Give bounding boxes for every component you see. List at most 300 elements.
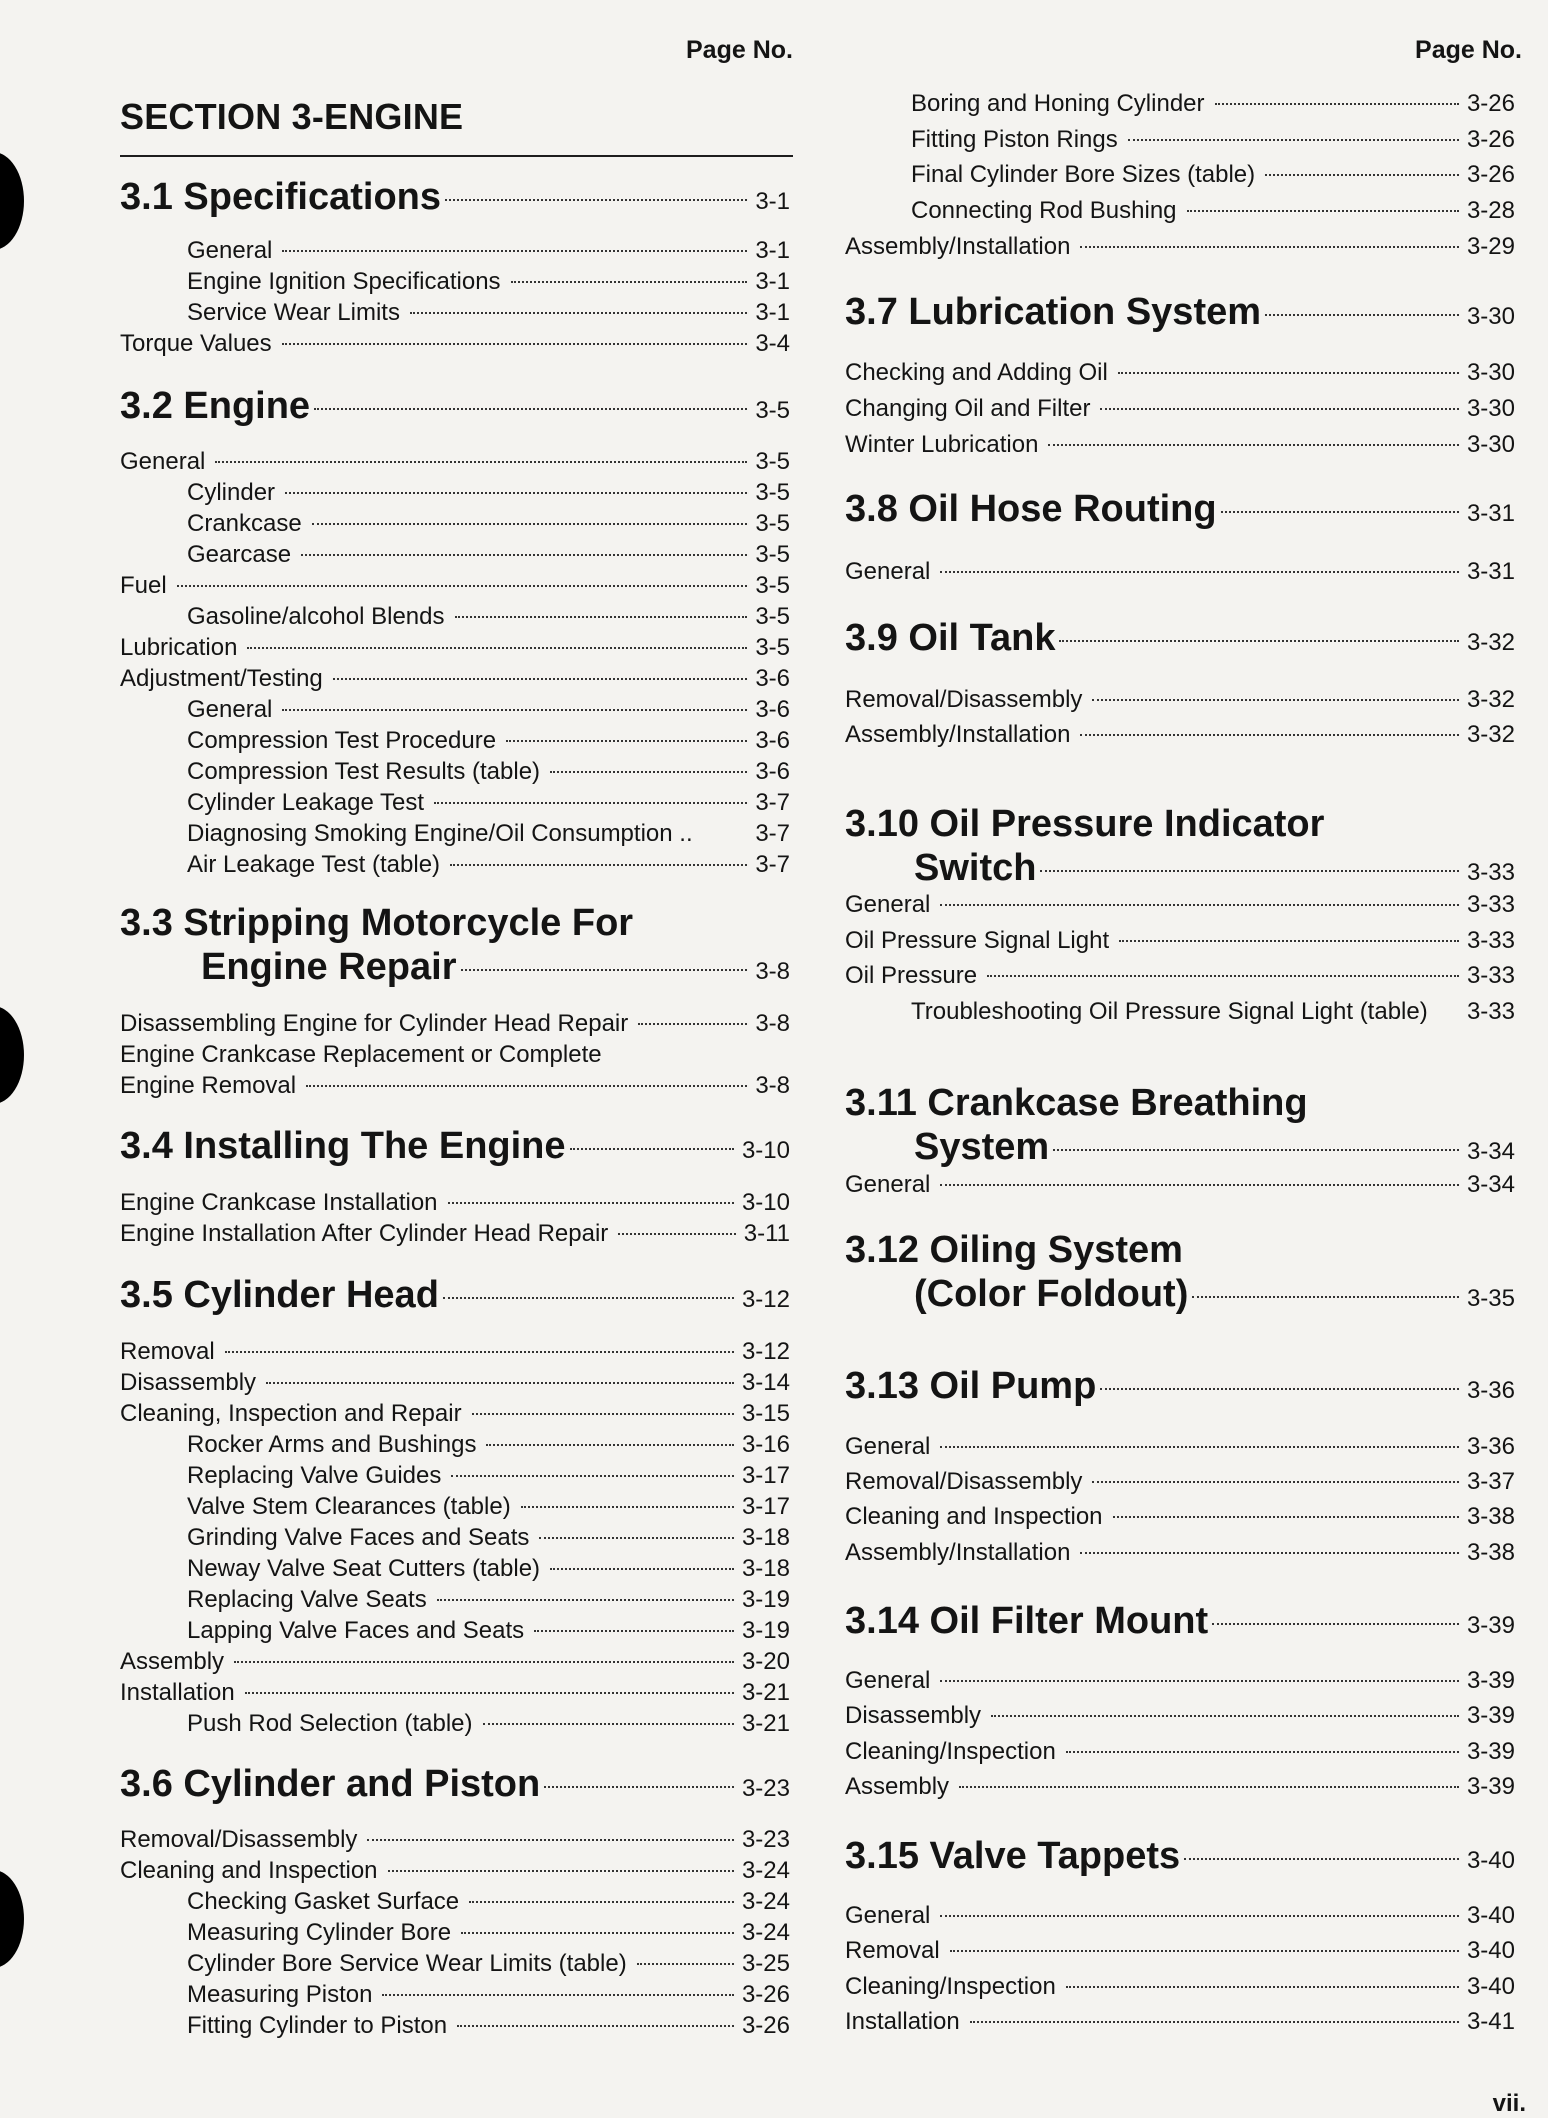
entry-text: Winter Lubrication — [845, 431, 1039, 458]
dot-leader — [940, 1680, 1459, 1682]
dot-leader — [1113, 1516, 1459, 1518]
entry-text: Replacing Valve Seats — [187, 1586, 427, 1613]
dot-leader — [448, 1202, 734, 1204]
entry-text: Engine Ignition Specifications — [187, 268, 501, 295]
entry-page: 3-4 — [755, 330, 790, 357]
entry-page: 3-5 — [755, 448, 790, 475]
toc-entry[interactable] — [845, 961, 1515, 991]
heading-page: 3-33 — [1466, 859, 1515, 886]
entry-page: 3-23 — [741, 1826, 790, 1853]
toc-entry[interactable] — [845, 394, 1515, 424]
toc-subentry[interactable] — [187, 2011, 790, 2041]
dot-leader — [215, 461, 747, 463]
dot-leader — [638, 1023, 747, 1025]
entry-text: Engine Removal — [120, 1072, 297, 1099]
toc-entry[interactable] — [845, 430, 1515, 460]
entry-text: Cylinder — [187, 479, 276, 506]
entry-page: 3-32 — [1466, 721, 1515, 748]
entry-text: General — [187, 696, 273, 723]
entry-text: General — [845, 1902, 931, 1929]
entry-text: General — [845, 891, 931, 918]
entry-text: Disassembly — [845, 1702, 982, 1729]
dot-leader — [333, 678, 748, 680]
entry-text: Cleaning/Inspection — [845, 1973, 1056, 2000]
binder-hole-top — [0, 152, 24, 250]
entry-text: Assembly — [845, 1773, 950, 1800]
toc-entry[interactable] — [120, 1188, 790, 1218]
entry-text: Fuel — [120, 572, 167, 599]
toc-subentry[interactable] — [187, 788, 790, 818]
toc-heading — [201, 945, 790, 989]
toc-subentry[interactable] — [187, 1523, 790, 1553]
entry-page: 3-20 — [741, 1648, 790, 1675]
entry-text: Changing Oil and Filter — [845, 395, 1091, 422]
toc-entry[interactable] — [120, 1678, 790, 1708]
entry-text: Assembly/Installation — [845, 233, 1071, 260]
entry-text: Neway Valve Seat Cutters (table) — [187, 1555, 541, 1582]
entry-page: 3-26 — [1466, 126, 1515, 153]
entry-page: 3-26 — [1466, 90, 1515, 117]
entry-page: 3-6 — [755, 758, 790, 785]
entry-page: 3-12 — [741, 1338, 790, 1365]
toc-entry[interactable] — [845, 1170, 1515, 1200]
toc-subentry[interactable] — [187, 1492, 790, 1522]
dot-leader — [245, 1692, 734, 1694]
dot-leader — [1187, 210, 1459, 212]
dot-leader — [637, 1963, 734, 1965]
toc-subentry[interactable] — [187, 540, 790, 570]
toc-entry[interactable] — [120, 633, 790, 663]
toc-entry[interactable] — [120, 1647, 790, 1677]
entry-page: 3-41 — [1466, 2008, 1515, 2035]
heading-text: 3.8 Oil Hose Routing — [845, 488, 1217, 530]
dot-leader — [521, 1506, 734, 1508]
dot-leader — [940, 1446, 1459, 1448]
dot-leader — [618, 1233, 735, 1235]
heading-page: 3-31 — [1466, 500, 1515, 527]
toc-subentry[interactable] — [187, 1887, 790, 1917]
toc-entry[interactable] — [120, 571, 790, 601]
binder-hole-bottom — [0, 1870, 24, 1968]
toc-heading-line1: 3.10 Oil Pressure Indicator — [845, 803, 1325, 845]
page-no-header-right: Page No. — [1415, 36, 1522, 64]
toc-entry[interactable] — [120, 1009, 790, 1039]
dot-leader — [177, 585, 748, 587]
heading-text: (Color Foldout) — [914, 1273, 1189, 1315]
toc-entry[interactable] — [120, 1337, 790, 1367]
binder-hole-middle — [0, 1006, 24, 1104]
entry-page: 3-17 — [741, 1462, 790, 1489]
entry-page: 3-28 — [1466, 197, 1515, 224]
toc-entry[interactable] — [845, 1467, 1515, 1497]
entry-page: 3-40 — [1466, 1973, 1515, 2000]
dot-leader — [534, 1630, 734, 1632]
heading-page: 3-40 — [1466, 1847, 1515, 1874]
dot-leader — [550, 771, 747, 773]
toc-right-column — [845, 0, 1515, 2113]
toc-subentry[interactable] — [187, 298, 790, 328]
entry-page: 3-18 — [741, 1555, 790, 1582]
entry-text: Cleaning and Inspection — [120, 1857, 378, 1884]
entry-text: Compression Test Procedure — [187, 727, 497, 754]
entry-page: 3-7 — [755, 851, 790, 878]
entry-text: Installation — [845, 2008, 960, 2035]
toc-subentry[interactable] — [187, 1554, 790, 1584]
entry-page: 3-5 — [755, 479, 790, 506]
dot-leader — [282, 250, 747, 252]
entry-page: 3-34 — [1466, 1171, 1515, 1198]
entry-page: 3-5 — [755, 603, 790, 630]
toc-entry[interactable] — [845, 720, 1515, 750]
dot-leader — [266, 1382, 734, 1384]
toc-entry[interactable] — [845, 1432, 1515, 1462]
dot-leader — [1184, 1858, 1459, 1860]
entry-page: 3-25 — [741, 1950, 790, 1977]
toc-entry[interactable] — [845, 1936, 1515, 1966]
dot-leader — [570, 1148, 734, 1150]
dot-leader — [451, 1475, 734, 1477]
heading-text: System — [914, 1126, 1050, 1168]
heading-text: Switch — [914, 847, 1037, 889]
dot-leader — [285, 492, 747, 494]
toc-entry[interactable] — [845, 358, 1515, 388]
entry-page: 3-37 — [1466, 1468, 1515, 1495]
toc-left-column — [120, 0, 790, 2113]
toc-heading — [914, 1272, 1515, 1316]
toc-subentry[interactable] — [187, 267, 790, 297]
dot-leader — [434, 802, 747, 804]
entry-text: Assembly — [120, 1648, 225, 1675]
heading-page: 3-5 — [755, 397, 790, 424]
entry-page: 3-6 — [755, 665, 790, 692]
toc-subentry[interactable] — [187, 236, 790, 266]
toc-entry[interactable] — [845, 926, 1515, 956]
toc-entry[interactable] — [845, 1538, 1515, 1568]
dot-leader — [450, 864, 747, 866]
toc-subentry[interactable] — [187, 1918, 790, 1948]
entry-page: 3-19 — [741, 1617, 790, 1644]
entry-page: 3-7 — [755, 789, 790, 816]
dot-leader — [950, 1950, 1459, 1952]
entry-page: 3-8 — [755, 1010, 790, 1037]
dot-leader — [539, 1537, 734, 1539]
toc-heading — [845, 290, 1515, 334]
dot-leader — [486, 1444, 733, 1446]
entry-page: 3-8 — [755, 1072, 790, 1099]
toc-heading — [120, 384, 790, 428]
entry-page: 3-31 — [1466, 558, 1515, 585]
toc-entry[interactable] — [845, 2007, 1515, 2037]
entry-text: Engine Crankcase Replacement or Complete — [120, 1041, 602, 1068]
entry-text: Service Wear Limits — [187, 299, 400, 326]
toc-subentry[interactable] — [187, 850, 790, 880]
heading-page: 3-12 — [741, 1286, 790, 1313]
entry-page: 3-36 — [1466, 1433, 1515, 1460]
toc-subentry[interactable] — [911, 196, 1515, 226]
entry-page: 3-26 — [1466, 161, 1515, 188]
entry-text: Gasoline/alcohol Blends — [187, 603, 445, 630]
entry-page: 3-11 — [743, 1220, 790, 1247]
toc-entry[interactable] — [120, 1399, 790, 1429]
entry-text: Adjustment/Testing — [120, 665, 323, 692]
toc-subentry[interactable] — [187, 726, 790, 756]
heading-text: 3.2 Engine — [120, 385, 311, 427]
toc-entry[interactable] — [120, 1825, 790, 1855]
entry-page: 3-39 — [1466, 1702, 1515, 1729]
toc-entry[interactable] — [120, 329, 790, 359]
toc-heading — [120, 1762, 790, 1806]
entry-text: Crankcase — [187, 510, 302, 537]
entry-page: 3-24 — [741, 1888, 790, 1915]
heading-page: 3-30 — [1466, 303, 1515, 330]
toc-entry[interactable] — [120, 1071, 790, 1101]
dot-leader — [1100, 408, 1458, 410]
toc-subentry[interactable] — [911, 89, 1515, 119]
entry-text: Boring and Honing Cylinder — [911, 90, 1205, 117]
entry-text: Replacing Valve Guides — [187, 1462, 442, 1489]
entry-text: Push Rod Selection (table) — [187, 1710, 473, 1737]
dot-leader — [282, 343, 748, 345]
toc-subentry[interactable] — [187, 1461, 790, 1491]
dot-leader — [483, 1723, 734, 1725]
toc-entry[interactable] — [845, 1666, 1515, 1696]
dot-leader — [437, 1599, 734, 1601]
heading-text: 3.15 Valve Tappets — [845, 1835, 1181, 1877]
dot-leader — [940, 571, 1459, 573]
entry-text: Oil Pressure Signal Light — [845, 927, 1110, 954]
toc-entry[interactable] — [845, 1737, 1515, 1767]
dot-leader — [301, 554, 747, 556]
section-title: SECTION 3-ENGINE — [120, 96, 464, 137]
entry-page: 3-26 — [741, 1981, 790, 2008]
heading-text: 3.5 Cylinder Head — [120, 1274, 439, 1316]
dot-leader — [367, 1839, 734, 1841]
entry-page: 3-40 — [1466, 1902, 1515, 1929]
entry-text: Torque Values — [120, 330, 272, 357]
entry-text: Cylinder Bore Service Wear Limits (table) — [187, 1950, 627, 1977]
dot-leader — [457, 2025, 734, 2027]
dot-leader — [1040, 870, 1458, 872]
dot-leader — [544, 1786, 734, 1788]
entry-text: Final Cylinder Bore Sizes (table) — [911, 161, 1256, 188]
entry-text: Removal/Disassembly — [120, 1826, 358, 1853]
heading-page: 3-32 — [1466, 629, 1515, 656]
entry-text: Removal/Disassembly — [845, 686, 1083, 713]
entry-text: General — [845, 558, 931, 585]
page-no-header-left: Page No. — [686, 36, 793, 64]
toc-heading — [845, 1364, 1515, 1408]
entry-text: Engine Installation After Cylinder Head Repair — [120, 1220, 609, 1247]
entry-page: 3-21 — [741, 1679, 790, 1706]
toc-subentry[interactable] — [187, 602, 790, 632]
toc-entry[interactable] — [845, 1772, 1515, 1802]
entry-text: Connecting Rod Bushing — [911, 197, 1177, 224]
entry-text: Measuring Piston — [187, 1981, 373, 2008]
entry-page: 3-15 — [741, 1400, 790, 1427]
entry-text: Troubleshooting Oil Pressure Signal Light (table) — [911, 998, 1428, 1025]
toc-entry[interactable] — [845, 1972, 1515, 2002]
toc-subentry[interactable] — [187, 757, 790, 787]
entry-page: 3-16 — [741, 1431, 790, 1458]
toc-subentry[interactable] — [187, 509, 790, 539]
heading-page: 3-23 — [741, 1775, 790, 1802]
dot-leader — [1066, 1986, 1459, 1988]
dot-leader — [1092, 1481, 1459, 1483]
dot-leader — [970, 2021, 1459, 2023]
heading-page: 3-39 — [1466, 1612, 1515, 1639]
dot-leader — [443, 1297, 734, 1299]
entry-text: General — [845, 1171, 931, 1198]
toc-entry[interactable] — [845, 1502, 1515, 1532]
heading-text: 3.13 Oil Pump — [845, 1365, 1097, 1407]
entry-text: Removal/Disassembly — [845, 1468, 1083, 1495]
toc-entry[interactable] — [120, 1368, 790, 1398]
dot-leader — [940, 1184, 1459, 1186]
toc-subentry[interactable] — [911, 997, 1515, 1027]
dot-leader — [1100, 1388, 1459, 1390]
toc-entry[interactable] — [845, 232, 1515, 262]
toc-entry[interactable] — [120, 664, 790, 694]
entry-page: 3-14 — [741, 1369, 790, 1396]
toc-heading — [914, 1125, 1515, 1169]
heading-page: 3-10 — [741, 1137, 790, 1164]
toc-entry[interactable] — [120, 1856, 790, 1886]
toc-entry-text — [120, 1040, 602, 1070]
entry-page: 3-5 — [755, 572, 790, 599]
entry-page: 3-24 — [741, 1857, 790, 1884]
dot-leader — [511, 281, 748, 283]
toc-heading — [120, 1273, 790, 1317]
entry-page: 3-6 — [755, 727, 790, 754]
toc-subentry[interactable] — [187, 695, 790, 725]
entry-text: Rocker Arms and Bushings — [187, 1431, 477, 1458]
dot-leader — [1265, 314, 1459, 316]
toc-heading — [845, 1599, 1515, 1643]
dot-leader — [455, 616, 748, 618]
toc-subentry[interactable] — [187, 1430, 790, 1460]
toc-subentry[interactable] — [911, 125, 1515, 155]
entry-page: 3-6 — [755, 696, 790, 723]
dot-leader — [472, 1413, 734, 1415]
dot-leader — [1053, 1149, 1459, 1151]
toc-entry[interactable] — [120, 1219, 790, 1249]
entry-page: 3-18 — [741, 1524, 790, 1551]
dot-leader — [1080, 734, 1459, 736]
entry-text: Oil Pressure — [845, 962, 978, 989]
dot-leader — [1048, 444, 1459, 446]
heading-page: 3-35 — [1466, 1285, 1515, 1312]
toc-entry[interactable] — [845, 685, 1515, 715]
toc-heading-line1: 3.3 Stripping Motorcycle For — [120, 902, 634, 944]
entry-page: 3-7 — [755, 820, 790, 847]
toc-heading-line1: 3.11 Crankcase Breathing — [845, 1082, 1308, 1124]
entry-page: 3-5 — [755, 634, 790, 661]
toc-subentry[interactable] — [911, 160, 1515, 190]
dot-leader — [506, 740, 747, 742]
dot-leader — [1066, 1751, 1459, 1753]
dot-leader — [1265, 174, 1459, 176]
dot-leader — [1192, 1296, 1459, 1298]
heading-page: 3-34 — [1466, 1138, 1515, 1165]
entry-page: 3-5 — [755, 510, 790, 537]
entry-text: Fitting Cylinder to Piston — [187, 2012, 448, 2039]
toc-subentry[interactable] — [187, 1709, 790, 1739]
entry-page: 3-39 — [1466, 1738, 1515, 1765]
entry-text: Engine Crankcase Installation — [120, 1189, 438, 1216]
toc-subentry[interactable] — [187, 1980, 790, 2010]
entry-page: 3-33 — [1466, 962, 1515, 989]
dot-leader — [234, 1661, 734, 1663]
toc-entry[interactable] — [845, 1701, 1515, 1731]
toc-heading — [120, 1124, 790, 1168]
dot-leader — [1080, 1552, 1459, 1554]
entry-page: 3-1 — [755, 299, 790, 326]
heading-page: 3-1 — [755, 188, 790, 215]
dot-leader — [1215, 103, 1459, 105]
heading-text: 3.7 Lubrication System — [845, 291, 1262, 333]
entry-text: Fitting Piston Rings — [911, 126, 1118, 153]
dot-leader — [461, 1932, 734, 1934]
toc-subentry[interactable] — [187, 478, 790, 508]
entry-page: 3-39 — [1466, 1667, 1515, 1694]
toc-heading — [120, 175, 790, 219]
entry-page: 3-38 — [1466, 1503, 1515, 1530]
toc-subentry[interactable] — [187, 1585, 790, 1615]
heading-page: 3-36 — [1466, 1377, 1515, 1404]
dot-leader — [550, 1568, 734, 1570]
entry-text: Checking Gasket Surface — [187, 1888, 460, 1915]
entry-page: 3-24 — [741, 1919, 790, 1946]
toc-entry[interactable] — [845, 890, 1515, 920]
heading-text: 3.9 Oil Tank — [845, 617, 1056, 659]
dot-leader — [1080, 246, 1459, 248]
dot-leader — [1128, 139, 1459, 141]
dot-leader — [314, 408, 747, 410]
dot-leader — [1118, 372, 1459, 374]
entry-page: 3-33 — [1466, 998, 1515, 1025]
dot-leader — [991, 1715, 1459, 1717]
entry-text: Valve Stem Clearances (table) — [187, 1493, 511, 1520]
entry-text: Cylinder Leakage Test — [187, 789, 425, 816]
entry-page: 3-40 — [1466, 1937, 1515, 1964]
toc-subentry[interactable] — [187, 1616, 790, 1646]
dot-leader — [388, 1870, 734, 1872]
entry-text: Disassembly — [120, 1369, 257, 1396]
entry-page: 3-30 — [1466, 395, 1515, 422]
dot-leader — [225, 1351, 734, 1353]
entry-text: Air Leakage Test (table) — [187, 851, 441, 878]
entry-text: Measuring Cylinder Bore — [187, 1919, 452, 1946]
toc-entry[interactable] — [845, 557, 1515, 587]
page-number: vii. — [1492, 2090, 1526, 2117]
toc-entry[interactable] — [120, 447, 790, 477]
toc-subentry[interactable] — [187, 1949, 790, 1979]
entry-page: 3-10 — [741, 1189, 790, 1216]
toc-entry[interactable] — [845, 1901, 1515, 1931]
entry-text: Compression Test Results (table) — [187, 758, 541, 785]
entry-text: Grinding Valve Faces and Seats — [187, 1524, 530, 1551]
entry-page: 3-26 — [741, 2012, 790, 2039]
toc-heading-line1: 3.12 Oiling System — [845, 1229, 1183, 1271]
dot-leader — [1092, 699, 1459, 701]
entry-text: Checking and Adding Oil — [845, 359, 1108, 386]
dot-leader — [247, 647, 747, 649]
entry-text: Disassembling Engine for Cylinder Head Repair — [120, 1010, 629, 1037]
dot-leader — [445, 199, 747, 201]
dot-leader — [282, 709, 747, 711]
toc-subentry[interactable] — [187, 819, 790, 849]
entry-page: 3-30 — [1466, 431, 1515, 458]
